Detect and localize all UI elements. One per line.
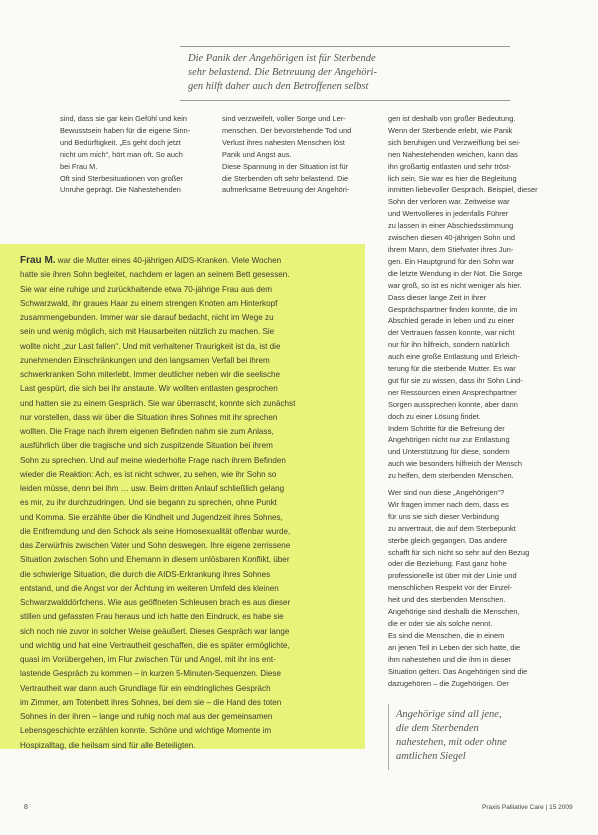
case-story-line: lastende Gespräch zu kommen – in kurzen 5-Minuten-Sequenzen. Diese: [20, 669, 281, 679]
text-line: Wer sind nun diese „Angehörigen“?: [388, 488, 505, 497]
case-story-line: die schwierige Situation, die durch die AIDS-Erkrankung ihres Sohnes: [20, 569, 271, 579]
text-line: die er oder sie als solche nennt.: [388, 618, 493, 628]
pullquote-rule-bottom: [180, 100, 510, 101]
text-line: sterbe gleich gegangen. Das andere: [388, 535, 508, 545]
text-line: zu anvertraut, die auf dem Sterbepunkt: [388, 523, 516, 533]
case-story-line: und hatten sie zu einem Gespräch. Sie war überrascht, konnte sich zunächst: [20, 398, 296, 408]
case-story-line: zusammengebunden. Immer war sie darauf bedacht, nicht im Wege zu: [20, 313, 274, 322]
pullquote-top: [188, 52, 488, 94]
text-line: die Sterbenden oft sehr belastend. Die: [222, 173, 349, 183]
text-line: Angehörige sind deshalb die Menschen,: [388, 607, 520, 617]
case-story-line: ausführlich über die tragische und sich zuspitzende Situation bei ihrem: [20, 441, 273, 451]
case-story-text: [20, 254, 360, 753]
text-line: und Bedürftigkeit. „Es geht doch jetzt: [60, 137, 181, 147]
text-line: nicht um mich“, hört man oft. So auch: [60, 149, 183, 159]
text-line: menschlichen Respekt vor der Einzel-: [388, 583, 513, 593]
case-story-line: sein und wenig möglich, sich mit Hausarbeiten nützlich zu machen. Sie: [20, 327, 275, 337]
text-column-3-continued: [388, 487, 578, 689]
text-column-1: [60, 113, 210, 196]
case-story-line: [20, 254, 360, 268]
case-story-line: die Entfremdung und den Schock als seine Homosexualität offenbar wurde,: [20, 526, 291, 536]
case-story-line: Situation zwischen Sohn und Ehemann in diesem unlösbaren Konflikt, über: [20, 555, 290, 565]
pullquote-line: nahestehen, mit oder ohne: [396, 737, 507, 748]
text-line: Verlust ihres nahesten Menschen löst: [222, 137, 345, 147]
text-line: heit und des sterbenden Menschen.: [388, 595, 506, 605]
case-story-line: im Zimmer, am Totenbett ihres Sohnes, bei dem sie – die Hand des toten: [20, 697, 282, 707]
case-story-line: Last gespürt, die sich bei ihr anstaute. Wir wollten entlasten gesprochen: [20, 384, 278, 394]
case-story-line: schwerkranken Sohn miterlebt. Immer deutlicher neben wir die seelische: [20, 370, 281, 379]
pullquote-line: gen hilft daher auch den Betroffenen selbst: [188, 81, 369, 92]
text-line: doch zu einer Lösung findet.: [388, 411, 481, 421]
case-story-line: wollte nicht „zur Last fallen“. Und mit verhaltener Traurigkeit ist da, ist die: [20, 341, 281, 351]
case-story-line: Sie war eine ruhige und zurückhaltende etwa 70-jährige Frau aus dem: [20, 284, 272, 294]
text-line: Sohn der verloren war. Zeitweise war: [388, 197, 510, 207]
text-line: zu lassen in einer Abschiedsstimmung: [388, 221, 514, 231]
case-story-lead: Frau M.: [20, 255, 56, 266]
text-line: für uns sie sich dieser Verbindung: [388, 511, 499, 521]
case-story-line: es mir, zu ihr durchzudringen. Und sie begann zu sprechen, ohne Punkt: [20, 498, 277, 508]
case-story-line: hatte sie ihren Sohn begleitet, nachdem er lagen an seinem Bett gesessen.: [20, 270, 290, 280]
text-line: Oft sind Sterbesituationen von großer: [60, 173, 183, 183]
pullquote-line: die dem Sterbenden: [396, 723, 479, 734]
text-line: schafft für sich nicht so sehr auf den Bezug: [388, 547, 530, 557]
text-line: ihm nahestehen und die ihm in dieser: [388, 654, 511, 664]
text-line: Abschied gerade in leben und zu einer: [388, 316, 515, 326]
case-story-line: Schwarzwald, ihr graues Haar zu einem strengen Knoten am Hinterkopf: [20, 298, 278, 308]
text-line: Wenn der Sterbende erlebt, wie Panik: [388, 125, 513, 135]
case-story-line: leiden müsse, denn bei ihm … usw. Beim dritten Anlauf schließlich gelang: [20, 484, 285, 493]
case-story-line: sich noch nie zuvor in solcher Weise geäußert. Dieses Gespräch war lange: [20, 626, 290, 636]
text-line: Wir fragen immer nach dem, dass es: [388, 499, 509, 509]
text-line: Unruhe geprägt. Die Nahestehenden: [60, 185, 181, 195]
text-line: Bewusstsein haben für die eigene Sinn-: [60, 125, 191, 135]
pullquote-line: Die Panik der Angehörigen ist für Sterbende: [188, 53, 376, 64]
text-line: Angehörigen nicht nur zur Entlastung: [388, 435, 510, 445]
text-line: aufmerksame Betreuung der Angehöri-: [222, 185, 350, 195]
pullquote-bottom-rule: [388, 704, 389, 770]
text-line: Panik und Angst aus.: [222, 149, 292, 159]
case-story-line: und Komma. Sie erzählte über die Kindheit und Jugendzeit ihres Sohnes,: [20, 512, 283, 522]
text-line: sind verzweifelt, voller Sorge und Ler-: [222, 114, 346, 123]
case-story-line: wieder die Reaktion: Ach, es ist nicht schwer, zu sehen, wie ihr Sohn so: [20, 469, 277, 479]
text-line: gut für sie zu wissen, dass ihr Sohn Lind-: [388, 375, 523, 385]
text-line: zwischen diesen 40-jährigen Sohn und: [388, 233, 515, 243]
text-line: terung für die sterbende Mutter. Es war: [388, 364, 516, 374]
text-line: bei Frau M.: [60, 161, 98, 171]
text-line: und Wertvolleres in jedenfalls Führer: [388, 209, 509, 219]
text-line: Diese Spannung in der Situation ist für: [222, 161, 349, 171]
text-line: professionelle ist über mit der Linie und: [388, 571, 517, 581]
text-line: an jenen Teil in Leben der sich hatte, die: [388, 642, 521, 652]
case-story-line: und wichtig und hat eine Vertrautheit geschaffen, die es später ermöglichte,: [20, 640, 290, 650]
text-line: war groß, so ist es nicht weniger als hier.: [388, 280, 522, 290]
publication-name: Praxis Palliative Care | 15 2009: [482, 804, 573, 811]
case-story-line-text: war die Mutter eines 40-jährigen AIDS-Kranken. Viele Wochen: [55, 256, 282, 265]
text-line: Gesprächspartner finden konnte, die im: [388, 304, 518, 314]
text-line: sind, dass sie gar kein Gefühl und kein: [60, 114, 187, 123]
case-story-line: Lebensgeschichte erzählen konnte. Schöne und wichtige Momente im: [20, 726, 272, 736]
case-story-line: Vertrautheit war dann auch Grundlage für ein eindringliches Gespräch: [20, 683, 271, 693]
pullquote-bottom: [396, 708, 576, 764]
pullquote-rule-top: [180, 46, 510, 47]
case-story-box: [0, 244, 365, 749]
text-line: gen. Ein Hauptgrund für den Sohn war: [388, 256, 515, 266]
text-line: nur für ihn hilfreich, sondern natürlich: [388, 340, 510, 350]
case-story-line: wollten. Die Frage nach ihrem eigenen Befinden nahm sie zum Anlass,: [20, 427, 274, 436]
pullquote-line: sehr belastend. Die Betreuung der Angehöri-: [188, 67, 377, 78]
text-line: auch wie besonders hilfreich der Mensch: [388, 459, 522, 469]
case-story-line: Sohn zu sprechen. Und auf meine wiederholte Frage nach ihrem Befinden: [20, 455, 286, 465]
text-line: der Vertrauen fassen konnte, war nicht: [388, 328, 515, 338]
text-line: lich sein. Sie war es hier die Begleitung: [388, 173, 517, 183]
text-line: auch eine große Entlastung und Erleich-: [388, 352, 520, 362]
pullquote-line: Angehörige sind all jene,: [396, 709, 502, 720]
case-story-line: Hospizalltag, die heilsam sind für alle Beteiligten.: [20, 740, 196, 750]
text-line: nen Nahestehenden weichen, kann das: [388, 149, 518, 159]
case-story-line: Schwarzwalddörfchens. Wie aus geöffneten Schleusen brach es aus dieser: [20, 598, 291, 607]
text-line: ihrem Mann, dem Stiefvater ihres Jun-: [388, 244, 514, 254]
text-line: oder die Beziehung. Fast ganz hohe: [388, 559, 507, 569]
text-line: und Unterstützung für diese, sondern: [388, 447, 510, 457]
case-story-line: quasi im Vorübergehen, im Flur zwischen Tür und Angel, mit ihr ins ent-: [20, 655, 276, 664]
text-column-3: [388, 113, 578, 482]
text-line: Sorgen aussprechen konnte, aber dann: [388, 399, 518, 409]
text-line: ner Ressourcen einen Ansprechpartner: [388, 387, 517, 397]
text-line: ihn großartig entlasten und sehr tröst-: [388, 161, 512, 171]
text-line: Indem Schritte für die Befreiung der: [388, 423, 505, 433]
text-line: Situation gelten. Das Angehörigen sind die: [388, 666, 528, 676]
text-line: gen ist deshalb von großer Bedeutung.: [388, 114, 516, 123]
text-line: Dass dieser lange Zeit in ihrer: [388, 292, 487, 302]
text-line: dazugehören – die Zugehörigen. Der: [388, 678, 509, 688]
case-story-line: stillen und gefassten Frau heraus und ich hatte den Eindruck, es habe sie: [20, 612, 284, 622]
text-line: sich beruhigen und Verzweiflung bei sei-: [388, 137, 521, 147]
case-story-line: zunehmenden Einschränkungen und den langsamen Verfall bei ihrem: [20, 355, 270, 365]
text-line: zu helfen, dem sterbenden Menschen.: [388, 471, 514, 481]
text-column-2: [222, 113, 370, 196]
case-story-line: nur vorstellen, dass wir über die Situation ihres Sohnes mit ihr sprechen: [20, 412, 278, 422]
page-number: 8: [24, 804, 28, 811]
text-line: Es sind die Menschen, die in einem: [388, 630, 505, 640]
text-line: menschen. Der bevorstehende Tod und: [222, 125, 352, 135]
pullquote-line: amtlichen Siegel: [396, 751, 466, 762]
text-line: inmitten liebevoller Gespräch. Beispiel, dieser: [388, 185, 538, 195]
case-story-line: das Zerwürfnis zwischen Vater und Sohn deswegen. Ihre eigene zerrissene: [20, 541, 291, 550]
case-story-line: Sohnes in der ihren – lange und ruhig noch mal aus der gemeinsamen: [20, 712, 273, 721]
case-story-line: entstand, und die Angst vor der Ächtung im weiteren Umfeld des kleinen: [20, 583, 279, 593]
text-line: die letzte Wendung in der Not. Die Sorge: [388, 268, 523, 278]
